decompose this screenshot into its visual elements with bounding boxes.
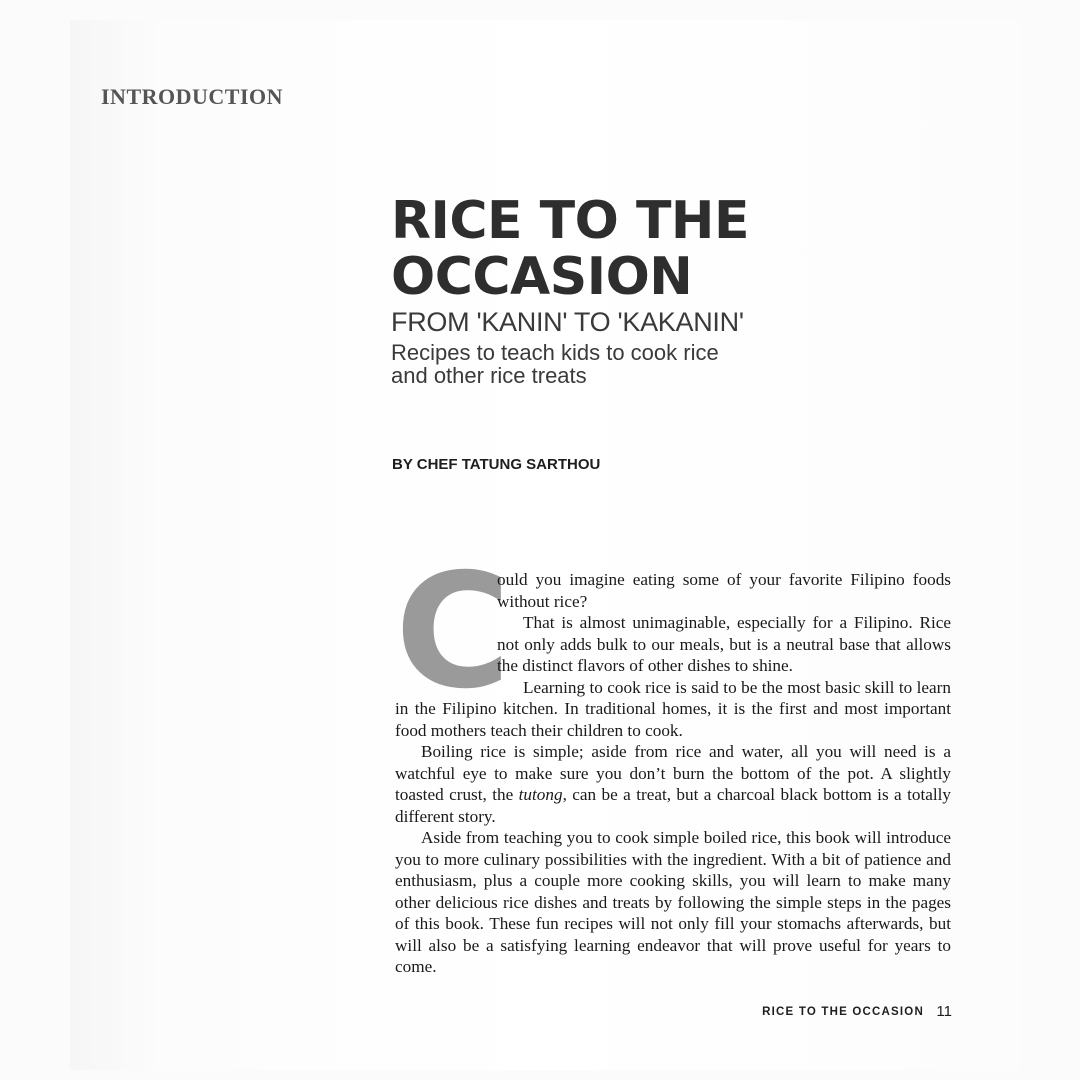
page-number: 11 <box>936 1003 952 1021</box>
drop-cap: C <box>395 540 511 724</box>
tagline-line-2: and other rice treats <box>391 363 587 388</box>
chapter-title-line-2: OCCASION <box>391 247 693 307</box>
title-block <box>391 193 991 387</box>
body-text <box>395 540 951 978</box>
chapter-title <box>391 193 991 305</box>
paragraph-4-text-b: , can be a treat, but a charcoal black bottom is a totally different story. <box>395 785 951 826</box>
chapter-tagline <box>391 341 991 387</box>
chapter-title-line-1: RICE TO THE <box>391 191 749 251</box>
paragraph-2: That is almost unimaginable, especially for a Filipino. Rice not only adds bulk to our meals, but is a neutral base that allows the distinct flavors of other dishes to shine. <box>497 613 951 675</box>
chapter-subtitle: FROM 'KANIN' TO 'KAKANIN' <box>391 307 744 337</box>
paragraph-4 <box>395 741 951 827</box>
running-title: RICE TO THE OCCASION <box>762 1005 924 1018</box>
paragraph-5: Aside from teaching you to cook simple boiled rice, this book will introduce you to more culinary possibilities with the ingredient. With a bit of patience and enthusiasm, plus a couple more cooking skills, you will learn to make many other delicious rice dishes and treats by following the simple steps in the pages of this book. These fun recipes will not only fill your stomachs afterwards, but will also be a satisfying learning endeavor that will prove useful for years to come. <box>395 828 951 976</box>
page-footer <box>762 1003 952 1021</box>
author-byline: BY CHEF TATUNG SARTHOU <box>392 456 601 473</box>
paragraph-3: Learning to cook rice is said to be the most basic skill to learn in the Filipino kitchen. In traditional homes, it is the first and most important food mothers teach their children to cook. <box>395 677 951 740</box>
paragraph-1: ould you imagine eating some of your favorite Filipino foods without rice? <box>497 570 951 611</box>
paragraph-4-emphasis: tutong <box>518 785 563 804</box>
tagline-line-1: Recipes to teach kids to cook rice <box>391 340 719 365</box>
paragraph-4-text-a: Boiling rice is simple; aside from rice and water, all you will need is a watchful eye to make sure you don’t burn the bottom of the pot. A slightly toasted crust, the <box>395 742 951 804</box>
section-label: INTRODUCTION <box>101 84 284 109</box>
